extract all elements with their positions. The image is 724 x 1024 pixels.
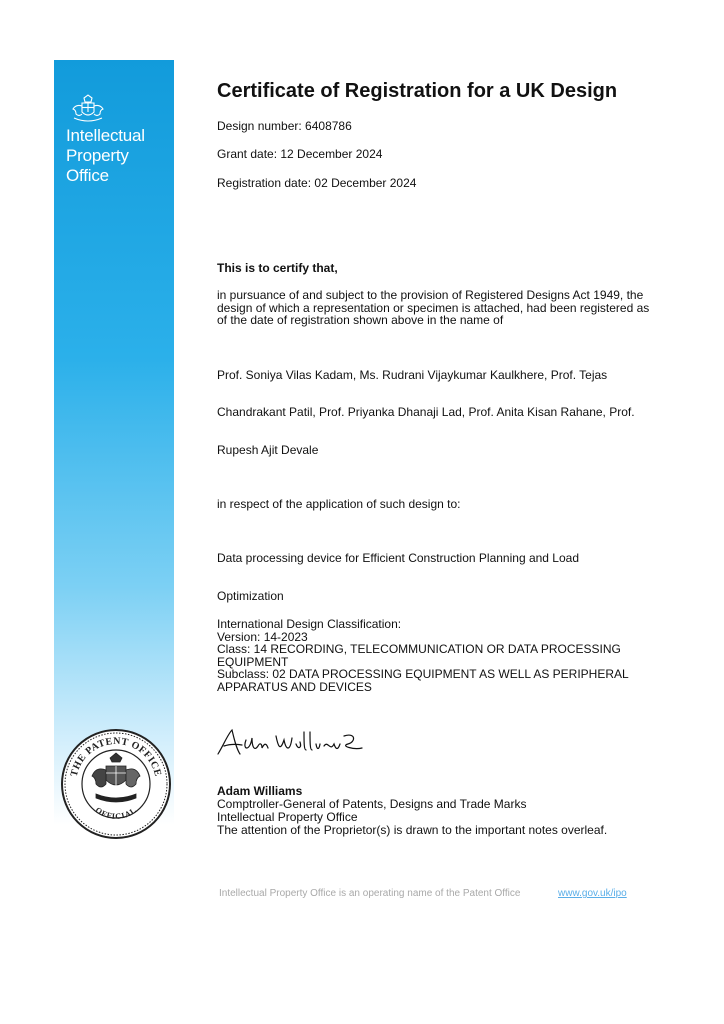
proprietor-line: Prof. Soniya Vilas Kadam, Ms. Rudrani Vijaykumar Kaulkhere, Prof. Tejas bbox=[217, 368, 608, 382]
seal-top-text: THE PATENT OFFICE bbox=[68, 735, 164, 778]
footer-website-link[interactable]: www.gov.uk/ipo bbox=[558, 888, 627, 899]
certify-heading: This is to certify that, bbox=[217, 261, 338, 275]
classification-block bbox=[217, 618, 657, 693]
classification-class: Class: 14 RECORDING, TELECOMMUNICATION OR DATA PROCESSING EQUIPMENT bbox=[217, 642, 621, 669]
signer-name: Adam Williams bbox=[217, 784, 303, 798]
signer-role: Comptroller-General of Patents, Designs and Trade Marks bbox=[217, 797, 527, 811]
signature-image bbox=[216, 726, 366, 760]
overleaf-note: The attention of the Proprietor(s) is drawn to the important notes overleaf. bbox=[217, 823, 608, 837]
design-number: Design number: 6408786 bbox=[217, 119, 352, 133]
classification-heading: International Design Classification: bbox=[217, 617, 402, 631]
ipo-logo-line: Intellectual bbox=[66, 126, 145, 145]
royal-crest-icon bbox=[66, 94, 110, 124]
classification-subclass: Subclass: 02 DATA PROCESSING EQUIPMENT AS WELL AS PERIPHERAL APPARATUS AND DEVICES bbox=[217, 667, 629, 694]
seal-bottom-text: OFFICIAL bbox=[93, 805, 139, 822]
patent-office-seal-icon bbox=[60, 728, 172, 840]
registration-date: Registration date: 02 December 2024 bbox=[217, 176, 417, 190]
ipo-logo-line: Property bbox=[66, 146, 129, 165]
signer-office: Intellectual Property Office bbox=[217, 810, 358, 824]
grant-date: Grant date: 12 December 2024 bbox=[217, 147, 383, 161]
design-title-line: Data processing device for Efficient Construction Planning and Load bbox=[217, 551, 579, 565]
design-title-line: Optimization bbox=[217, 589, 284, 603]
ipo-logo-text bbox=[66, 126, 145, 186]
application-intro: in respect of the application of such design to: bbox=[217, 497, 461, 511]
ipo-logo-line: Office bbox=[66, 166, 109, 185]
pursuance-text: in pursuance of and subject to the provision of Registered Designs Act 1949, the design of which a representation or specimen is attached, had been registered as of the date of registration shown above in the name of bbox=[217, 288, 650, 327]
certificate-title: Certificate of Registration for a UK Design bbox=[217, 80, 618, 102]
proprietor-line: Chandrakant Patil, Prof. Priyanka Dhanaji Lad, Prof. Anita Kisan Rahane, Prof. bbox=[217, 405, 635, 419]
proprietor-line: Rupesh Ajit Devale bbox=[217, 443, 319, 457]
footer-text: Intellectual Property Office is an operating name of the Patent Office bbox=[219, 888, 521, 899]
classification-version: Version: 14-2023 bbox=[217, 629, 308, 644]
